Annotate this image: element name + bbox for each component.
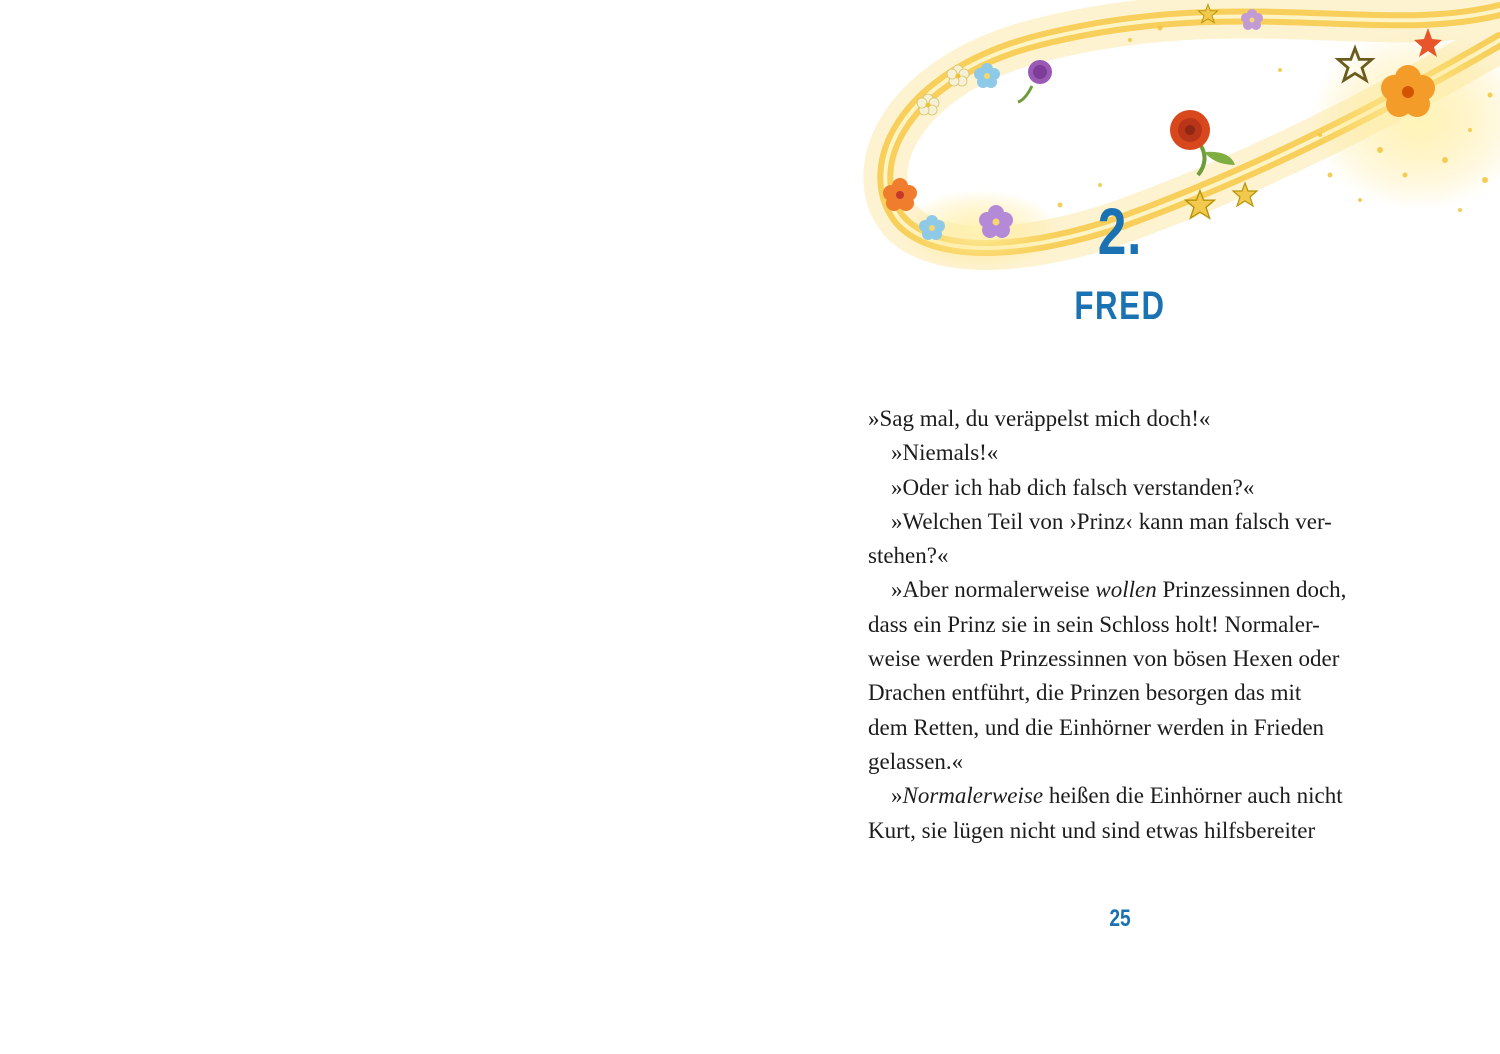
text-line	[868, 779, 1388, 813]
text-line: gelassen.«	[868, 748, 964, 774]
text-line	[868, 573, 1388, 607]
page-number: 25	[1109, 905, 1131, 932]
text-line: Drachen entführt, die Prinzen besorgen das mit	[868, 680, 1302, 706]
emphasis-text: wollen	[1095, 577, 1157, 603]
text-run: heißen die Einhörner auch nicht	[1043, 783, 1343, 809]
chapter-title: FRED	[1074, 284, 1166, 328]
text-line: dem Retten, und die Einhörner werden in Frieden	[868, 714, 1325, 740]
body-text	[868, 402, 1388, 848]
text-run: »Aber normalerweise	[891, 577, 1096, 603]
text-run: Prinzessinnen doch,	[1156, 577, 1347, 603]
text-run: »	[891, 783, 903, 809]
text-line: »Niemals!«	[891, 440, 999, 466]
chapter-number: 2.	[1097, 194, 1143, 268]
text-line: dass ein Prinz sie in sein Schloss holt! Normaler-	[868, 611, 1320, 637]
text-line: stehen?«	[868, 543, 949, 569]
text-line: Kurt, sie lügen nicht und sind etwas hilfsbereiter	[868, 817, 1316, 843]
text-line: »Welchen Teil von ›Prinz‹ kann man falsch ver-	[891, 508, 1332, 534]
text-line: weise werden Prinzessinnen von bösen Hexen oder	[868, 646, 1340, 672]
emphasis-text: Normalerweise	[902, 783, 1044, 809]
text-line: »Oder ich hab dich falsch verstanden?«	[891, 474, 1255, 500]
text-line: »Sag mal, du veräppelst mich doch!«	[868, 406, 1211, 431]
